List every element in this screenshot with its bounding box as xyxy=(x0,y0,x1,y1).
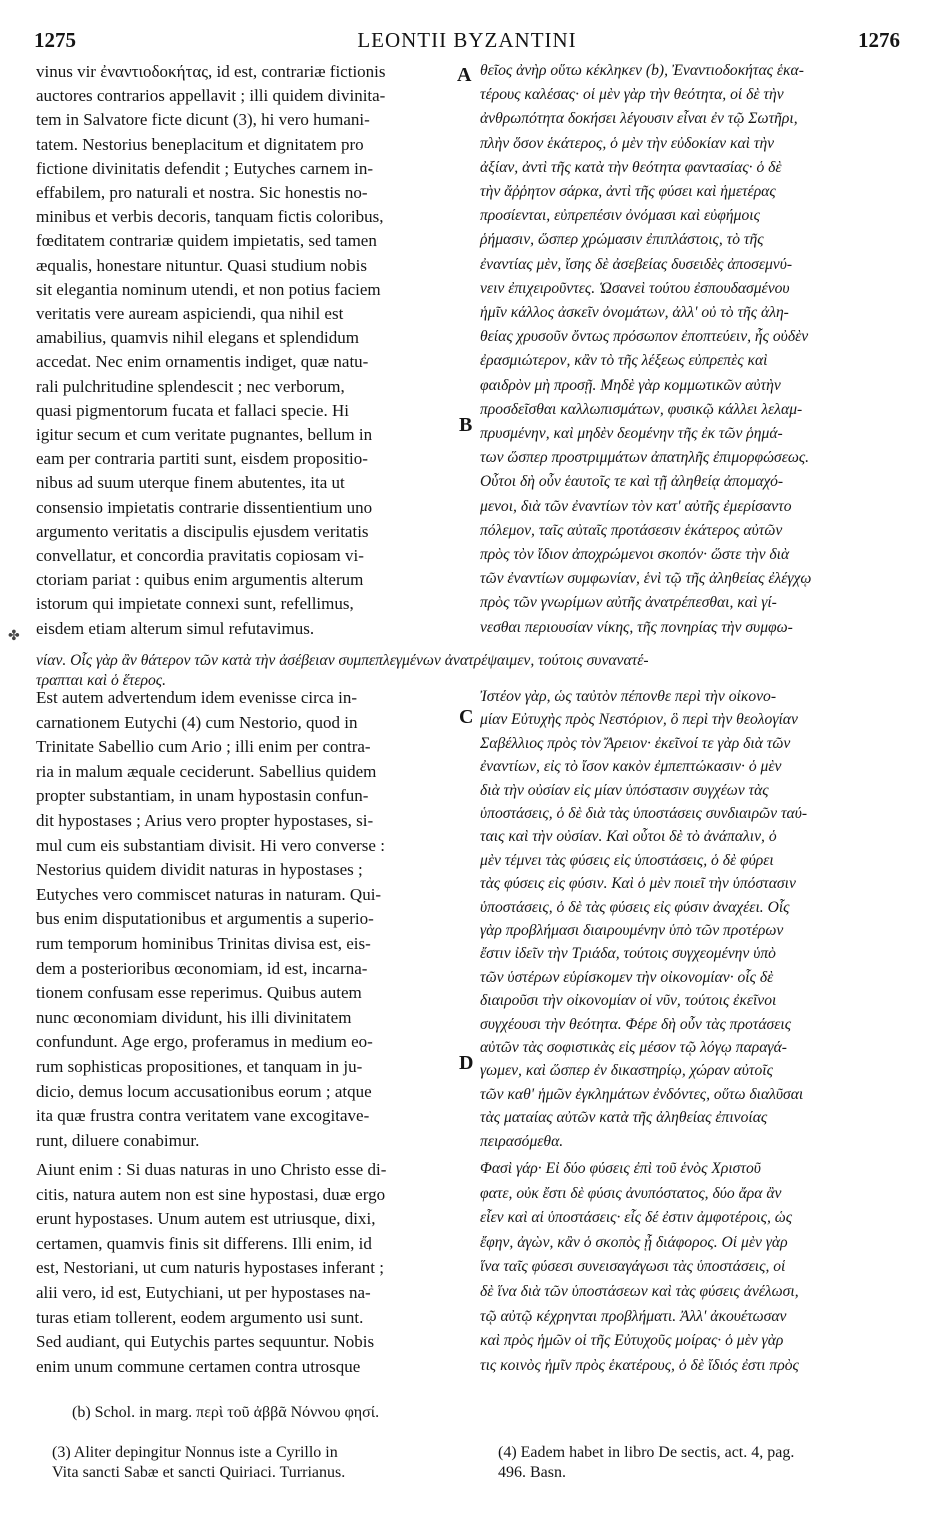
text-line: est, Nestoriani, ut cum naturis hypostases inferant ; xyxy=(36,1258,384,1278)
text-line: θείας χρυσοῦν ὄντως πρόσωπον ἐποπτεύειν, ἧς οὐδὲν xyxy=(480,328,809,346)
latin-column-paragraph-2 xyxy=(36,688,456,1155)
text-line: μὲν τέμνει τὰς φύσεις εἰς ὑποστάσεις, ὁ δὲ φύρει xyxy=(480,851,774,869)
text-line: eam per contraria partiti sunt, eisdem propositio- xyxy=(36,449,368,469)
footnote-4-line-2: 496. Basn. xyxy=(498,1464,566,1481)
text-line: eisdem etiam alterum simul refutavimus. xyxy=(36,618,315,638)
text-line: erunt hypostases. Unum autem est utriusque, dixi, xyxy=(36,1209,376,1229)
text-line: Σαβέλλιος πρὸς τὸν Ἄρειον· ἐκεῖνοί τε γὰρ διὰ τῶν xyxy=(480,734,791,752)
text-line: τῶν ὑστέρων εὑρίσκομεν τὴν οἰκονομίαν· οἷς δὲ xyxy=(480,968,774,986)
text-line: Est autem advertendum idem evenisse circa in- xyxy=(36,688,357,707)
text-line: ἐναντίας μὲν, ἴσης δὲ ἀσεβείας δυσειδὲς ἀποσεμνύ- xyxy=(480,255,793,273)
text-line: certamen, quamvis finis sit differens. Illi enim, id xyxy=(36,1233,372,1253)
text-line: bus enim disputationibus et argumentis a superio- xyxy=(36,909,374,929)
text-line: τέρους καλέσας· οἱ μὲν γὰρ τὴν θεότητα, οἱ δὲ τὴν xyxy=(480,86,784,104)
footnote-3-line-2: Vita sancti Sabæ et sancti Quiriaci. Turrianus. xyxy=(52,1464,346,1481)
text-line: nibus ad suum uterque finem abutentes, ita ut xyxy=(36,473,345,493)
text-line: μενοι, διὰ τῶν ἐναντίων τὸν κατ' αὐτῆς ἐμερίσαντο xyxy=(480,497,792,515)
text-line: ria in malum æquale ceciderunt. Sabellius quidem xyxy=(36,761,377,781)
text-line: mul cum eis substantiam divisit. Hi vero converse : xyxy=(36,835,385,855)
text-line: ἵνα ταῖς φύσεσι συνεισαγάγωσι τὰς ὑποστάσεις, οἱ xyxy=(480,1258,786,1276)
footnote-b: (b) Schol. in marg. περὶ τοῦ ἀββᾶ Νόννου φησί. xyxy=(72,1404,380,1421)
text-line: των ὥσπερ προστριμμάτων ἀπατηλῆς ἐπιμορφώσεως. xyxy=(480,449,810,467)
text-line: quasi pigmentorum fucata et fallaci specie. Hi xyxy=(36,400,349,420)
text-line: istorum qui impietate connexi sunt, refellimus, xyxy=(36,594,354,614)
text-line: Nestorius quidem dividit naturas in hypostases ; xyxy=(36,860,363,880)
greek-full-width-line: νίαν. Οἷς γὰρ ἂν θάτερον τῶν κατὰ τὴν ἀσέβειαν συμπεπλεγμένων ἀνατρέψαιμεν, τούτοις συνανατέ- xyxy=(36,652,649,669)
text-line: διὰ τὴν οὐσίαν εἰς μίαν ὑπόστασιν συγχέων τὰς xyxy=(480,781,769,799)
text-line: φαιδρὸν μὴ προσῇ. Μηδὲ γὰρ κομμωτικῶν αὐτὴν xyxy=(480,376,781,394)
text-line: Ἰστέον γὰρ, ὡς ταὐτὸν πέπονθε περὶ τὴν οἰκονο- xyxy=(480,688,777,705)
text-line: tem in Salvatore ficte dicunt (3), hi vero humani- xyxy=(36,110,370,130)
text-line: æqualis, honestare nituntur. Quasi studium nobis xyxy=(36,255,368,275)
text-line: tatem. Nestorius beneplacitum et dignitatem pro xyxy=(36,134,364,154)
text-line: citis, natura autem non est sine hypostasi, duæ ergo xyxy=(36,1184,386,1204)
text-line: ῥήμασιν, ὥσπερ χρώμασιν ἐπιπλάστοις, τὸ τῆς xyxy=(480,231,764,249)
text-line: dit hypostases ; Arius vero propter hypostases, si- xyxy=(36,811,374,830)
text-line: θεῖος ἀνὴρ οὕτω κέκληκεν (b), Ἐναντιοδοκήτας ἑκα- xyxy=(480,62,804,79)
text-line: γὰρ προβλήμασι διαιρουμένην ὑπὸ τῶν προτέρων xyxy=(480,922,784,939)
page-number-left: 1275 xyxy=(34,28,76,52)
text-line: τῷ αὐτῷ κέχρηνται προβλήματι. Ἀλλ' ἀκουέτωσαν xyxy=(480,1307,787,1325)
text-line: igitur secum et cum veritate pugnantes, bellum in xyxy=(36,425,373,444)
text-line: τὴν ἄῤῥητον σάρκα, ἀντὶ τῆς φύσει καὶ ἡμετέρας xyxy=(480,183,776,200)
text-line: turas etiam tollerent, eodem argumento usi sunt. xyxy=(36,1307,364,1327)
text-line: τῶν καθ' ἡμῶν ἐγκλημάτων ἐνδόντες, οὕτω διαλῦσαι xyxy=(480,1085,804,1103)
text-line: Οὗτοι δὴ οὖν ἑαυτοῖς τε καὶ τῇ ἀληθείᾳ ἀπομαχό- xyxy=(480,473,784,491)
text-line: rali pulchritudine splendescit ; nec verborum, xyxy=(36,376,345,396)
text-line: nunc œconomiam dividunt, his illi divinitatem xyxy=(36,1007,352,1027)
text-line: γωμεν, καὶ ὥσπερ ἐν δικαστηρίῳ, χώραν αὐτοῖς xyxy=(480,1062,773,1080)
text-line: εἶεν καὶ αἱ ὑποστάσεις· εἷς δέ ἐστιν ἀμφοτέροις, ὡς xyxy=(480,1209,793,1227)
text-line: ἐναντίων, εἰς τὸ ἴσον κακὸν ἐμπεπτώκασιν· ὁ μὲν xyxy=(480,758,782,776)
text-line: alii vero, id est, Eutychiani, ut per hypostases na- xyxy=(36,1283,371,1302)
text-line: πόλεμον, ταῖς αὐταῖς προτάσεσιν ἑκάτερος αὐτῶν xyxy=(480,521,783,539)
latin-column-paragraph-1 xyxy=(36,62,456,643)
page-number-right: 1276 xyxy=(858,28,900,52)
text-line: confundunt. Age ergo, proferamus in medium eo- xyxy=(36,1032,373,1052)
latin-column-paragraph-3 xyxy=(36,1160,456,1381)
text-line: Trinitate Sabellio cum Ario ; illi enim per contra- xyxy=(36,737,371,757)
section-marker-a: A xyxy=(457,64,472,86)
text-line: ἀξίαν, ἀντὶ τῆς κατὰ τὴν θεότητα φαντασίας· ὁ δὲ xyxy=(480,158,782,176)
text-line: fœditatem contrariæ quidem impietatis, sed tamen xyxy=(36,231,377,251)
text-line: tionem confusam esse reperimus. Quibus autem xyxy=(36,983,362,1003)
text-line: runt, diluere conabimur. xyxy=(36,1130,200,1150)
text-line: πρὸς τῶν γνωρίμων αὐτῆς ἀνατρέπεσθαι, καὶ γί- xyxy=(480,594,777,612)
text-line: vinus vir ἐναντιοδοκήτας, id est, contrariæ fictionis xyxy=(36,62,386,81)
text-line: τις κοινὸς ἡμῖν πρὸς ἑκατέρους, ὁ δὲ ἴδιός ἐστι πρὸς xyxy=(480,1356,799,1374)
section-marker-b: B xyxy=(459,414,473,436)
text-line: carnationem Eutychi (4) cum Nestorio, quod in xyxy=(36,712,358,732)
section-marker-c: C xyxy=(459,706,474,728)
text-line: argumento veritatis a discipulis ejusdem veritatis xyxy=(36,521,369,541)
text-line: τῶν ἐναντίων συμφωνίαν, ἑνὶ τῷ τῆς ἀληθείας ἐλέγχῳ xyxy=(480,570,812,588)
text-line: convellatur, et concordia pravitatis copiosam vi- xyxy=(36,546,364,565)
text-line: fictione divinitatis defendit ; Eutyches carnem in- xyxy=(36,158,374,178)
greek-column-paragraph-1 xyxy=(480,62,908,643)
text-line: προσίενται, εὐπρεπέσιν ὀνόμασι καὶ εὐφήμοις xyxy=(480,207,760,225)
text-line: ταις καὶ τὴν οὐσίαν. Καὶ οὗτοι δὲ τὸ ἀνάπαλιν, ὁ xyxy=(480,828,777,846)
text-line: διαιροῦσι τὴν οἰκονομίαν οἱ νῦν, τούτοις ἐκεῖνοι xyxy=(480,992,777,1010)
text-line: ἔστιν ἰδεῖν τὴν Τριάδα, τούτοις συγχεομένην ὑπὸ xyxy=(480,945,776,963)
text-line: ἐρασμιώτερον, κἂν τὸ τῆς λέξεως εὐπρεπὲς καὶ xyxy=(480,352,768,370)
text-line: accedat. Nec enim ornamentis indiget, quæ natu- xyxy=(36,352,369,372)
text-line: Φασὶ γάρ· Εἰ δύο φύσεις ἐπὶ τοῦ ἑνὸς Χριστοῦ xyxy=(480,1160,761,1177)
text-line: πειρασόμεθα. xyxy=(480,1132,564,1150)
margin-ornament-icon: ✤ xyxy=(8,629,20,644)
text-line: Aiunt enim : Si duas naturas in uno Christo esse di- xyxy=(36,1160,387,1179)
text-line: amabilius, quamvis nihil elegans et splendidum xyxy=(36,328,359,348)
text-line: πλὴν ὅσον ἑκάτερος, ὁ μὲν τὴν εὐδοκίαν καὶ τὴν xyxy=(480,134,775,152)
text-line: πρὸς τὸν ἴδιον ἀποχρώμενοι σκοπόν· ὥστε τὴν διὰ xyxy=(480,546,790,563)
text-line: sit elegantia nominum utendi, et non potius faciem xyxy=(36,279,381,299)
text-line: πρυσμένην, καὶ μηδὲν δεομένην τῆς ἐκ τῶν ῥημά- xyxy=(480,425,783,442)
text-line: Eutyches vero commiscet naturas in naturam. Qui- xyxy=(36,884,382,904)
footnote-4-line-1: (4) Eadem habet in libro De sectis, act. 4, pag. xyxy=(498,1444,795,1461)
text-line: καὶ πρὸς ἡμῶν οἱ τῆς Εὐτυχοῦς μοίρας· ὁ μὲν γὰρ xyxy=(480,1332,784,1350)
footnote-3-line-1: (3) Aliter depingitur Nonnus iste a Cyrillo in xyxy=(52,1444,338,1461)
text-line: φατε, οὐκ ἔστι δὲ φύσις ἀνυπόστατος, δύο ἄρα ἂν xyxy=(480,1184,782,1202)
text-line: auctores contrarios appellavit ; illi quidem divinita- xyxy=(36,86,386,106)
text-line: ἀνθρωπότητα δοκήσει λέγουσιν εἶναι ἐν τῷ Σωτῆρι, xyxy=(480,110,798,128)
text-line: dem a posterioribus œconomiam, id est, incarna- xyxy=(36,958,368,978)
text-line: νειν ἐπιχειροῦντες. Ὡσανεὶ τούτου ἐσπουδασμένου xyxy=(480,279,790,297)
text-line: dicio, demus locum accusationibus eorum ; atque xyxy=(36,1081,372,1101)
text-line: veritatis vere auream aspiciendi, qua nihil est xyxy=(36,304,344,323)
greek-column-paragraph-3 xyxy=(480,1160,908,1381)
text-line: ctoriam pariat : quibus enim argumentis alterum xyxy=(36,570,364,590)
greek-full-width-line-2: τραπται καὶ ὁ ἕτερος. xyxy=(36,672,167,689)
text-line: consensio impietatis contrarie dissentientium uno xyxy=(36,497,373,517)
text-line: enim unum commune certamen contra utrosque xyxy=(36,1356,361,1376)
section-marker-d: D xyxy=(459,1052,474,1074)
text-line: συγχέουσι τὴν θεότητα. Φέρε δὴ οὖν τὰς προτάσεις xyxy=(480,1015,792,1033)
text-line: προσδεῖσθαι καλλωπισμάτων, φυσικῷ κάλλει λελαμ- xyxy=(480,400,803,418)
text-line: rum temporum hominibus Trinitas divisa est, eis- xyxy=(36,934,371,953)
text-line: minibus et verbis decoris, tanquam fictis coloribus, xyxy=(36,207,384,227)
text-line: ὑποστάσεις, ὁ δὲ τὰς φύσεις εἰς φύσιν ἀναχέει. Οἷς xyxy=(480,898,790,916)
text-line: τὰς φύσεις εἰς φύσιν. Καὶ ὁ μὲν ποιεῖ τὴν ὑπόστασιν xyxy=(480,875,796,893)
text-line: propter substantiam, in unam hypostasin confun- xyxy=(36,786,369,806)
text-line: ἡμῖν κάλλος ἀσκεῖν ὀνομάτων, ἀλλ' οὐ τὸ τῆς ἀλη- xyxy=(480,304,789,321)
text-line: τὰς ματαίας αὐτῶν κατὰ τῆς ἀληθείας ἐπινοίας xyxy=(480,1109,768,1127)
text-line: effabilem, pro naturali et nostra. Sic honestis no- xyxy=(36,183,368,202)
text-line: αὐτῶν τὰς σοφιστικὰς εἰς μέσον τῷ λόγῳ παραγά- xyxy=(480,1039,787,1056)
text-line: Sed audiant, qui Eutychis partes sequuntur. Nobis xyxy=(36,1332,375,1352)
text-line: ἔφην, ἀγὼν, κἂν ὁ σκοπὸς ᾖ διάφορος. Οἱ μὲν γὰρ xyxy=(480,1233,788,1251)
running-title: LEONTII BYZANTINI xyxy=(357,28,577,52)
text-line: νεσθαι περιουσίαν νίκης, τῆς πονηρίας τὴν συμφω- xyxy=(480,618,793,636)
text-line: δὲ ἵνα διὰ τῶν ὑποστάσεων καὶ τὰς φύσεις ἀνέλωσι, xyxy=(480,1283,799,1300)
text-line: rum sophisticas propositiones, et tanquam in ju- xyxy=(36,1057,363,1076)
greek-column-paragraph-2 xyxy=(480,688,908,1156)
text-line: ὑποστάσεις, ὁ δὲ διὰ τὰς ὑποστάσεις συνδιαιρῶν ταύ- xyxy=(480,805,808,822)
text-line: μίαν Εὐτυχὴς πρὸς Νεστόριον, ὃ περὶ τὴν θεολογίαν xyxy=(480,711,798,729)
text-line: ita quæ frustra contra veritatem vane excogitave- xyxy=(36,1106,370,1126)
